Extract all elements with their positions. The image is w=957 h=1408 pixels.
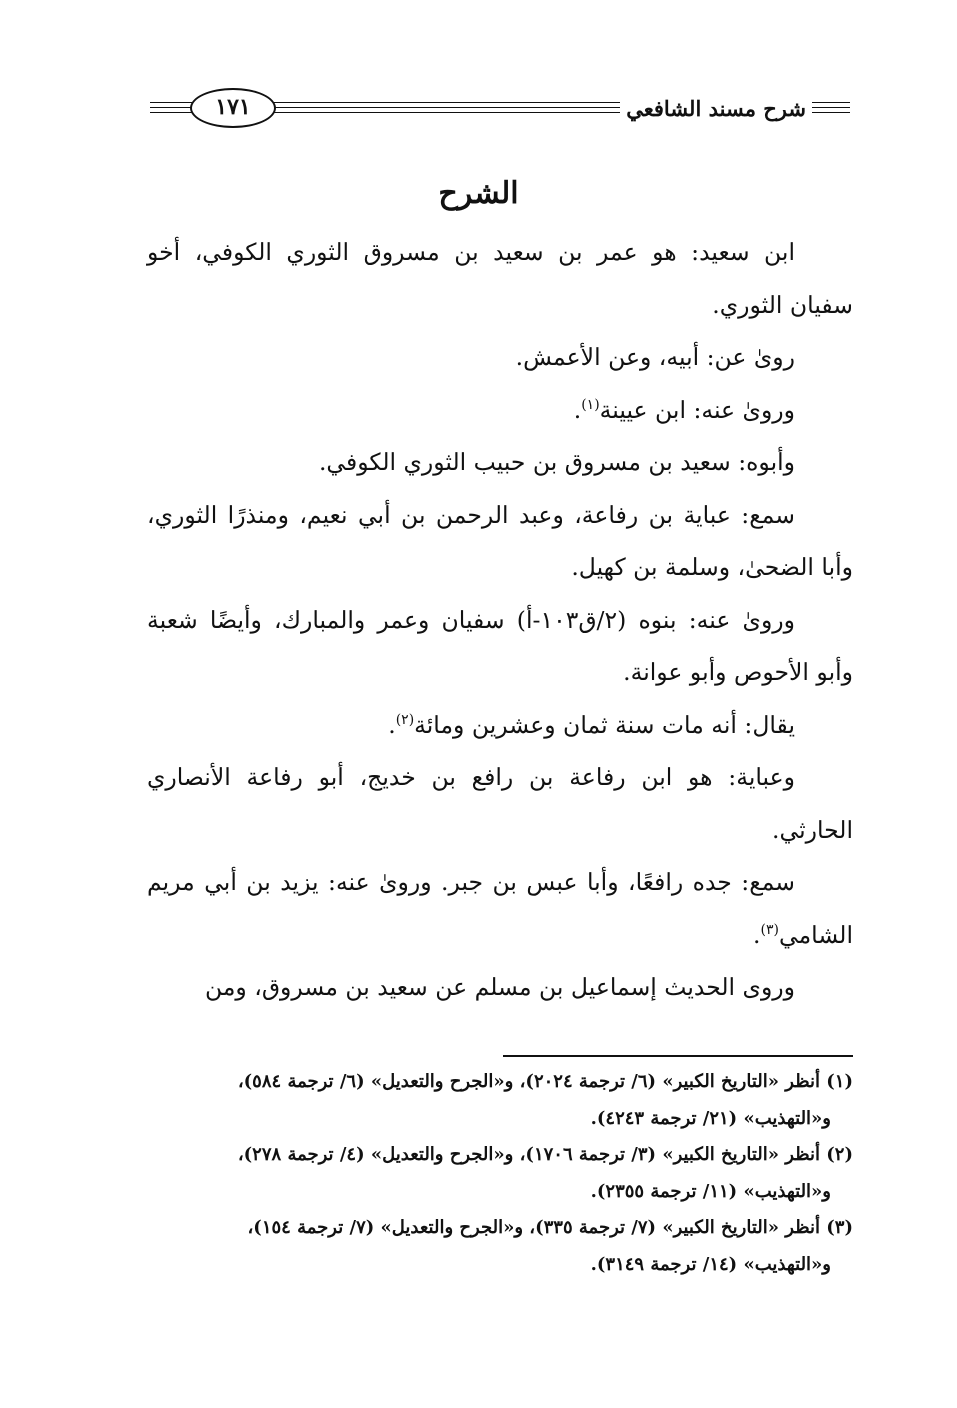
footnote-separator	[503, 1055, 853, 1057]
footnote-ref[interactable]: (١)	[581, 396, 600, 413]
period: .	[753, 920, 761, 949]
paragraph: وعباية: هو ابن رفاعة بن رافع بن خديج، أبو رفاعة الأنصاري الحارثي.	[147, 763, 853, 844]
paragraph	[147, 699, 853, 752]
period: .	[388, 710, 396, 739]
footnote-line: (١) أنظر «التاريخ الكبير» (٦/ ترجمة ٢٠٢٤)، و«الجرح والتعديل» (٦/ ترجمة ٥٨٤)،	[237, 1071, 853, 1092]
paragraph-text: يقال: أنه مات سنة ثمان وعشرين ومائة	[414, 710, 795, 739]
paragraph	[147, 384, 853, 437]
book-title: شرح مسند الشافعي	[620, 92, 812, 126]
footnote	[147, 1064, 853, 1137]
footnote-line: و«التهذيب» (١١/ ترجمة ٢٣٥٥).	[590, 1180, 831, 1202]
footnote	[147, 1137, 853, 1210]
footnote-ref[interactable]: (٢)	[395, 711, 415, 728]
paragraph-text: ورویٰ عنه: ابن عيينة	[599, 395, 795, 424]
paragraph: ابن سعيد: هو عمر بن سعيد بن مسروق الثوري الكوفي، أخو سفيان الثوري.	[147, 238, 853, 319]
paragraph: وروى الحديث إسماعيل بن مسلم عن سعيد بن مسروق، ومن	[204, 973, 795, 1001]
footnotes	[147, 1064, 853, 1283]
paragraph: وأبوه: سعيد بن مسروق بن حبيب الثوري الكوفي.	[318, 448, 795, 476]
footnote	[147, 1210, 853, 1283]
footnote-ref[interactable]: (٣)	[760, 921, 779, 938]
paragraph-text: سمع: جده رافعًا، وأبا عبس بن جبر. وروىٰ عنه: يزيد بن أبي مريم الشامي	[147, 868, 853, 949]
footnote-line: (٢) أنظر «التاريخ الكبير» (٣/ ترجمة ١٧٠٦)، و«الجرح والتعديل» (٤/ ترجمة ٢٧٨)،	[237, 1144, 853, 1165]
section-title: الشرح	[438, 176, 519, 211]
paragraph	[147, 856, 853, 961]
footnote-line: و«التهذيب» (١٤/ ترجمة ٣١٤٩).	[590, 1253, 831, 1275]
paragraph: سمع: عباية بن رفاعة، وعبد الرحمن بن أبي نعيم، ومنذرًا الثوري، وأبا الضحىٰ، وسلمة بن كهيل.	[147, 500, 853, 581]
footnote-line: و«التهذيب» (٢١/ ترجمة ٤٢٤٣).	[590, 1107, 831, 1129]
body-text	[147, 226, 853, 1014]
period: .	[573, 395, 582, 424]
page-number: ١٧١	[190, 88, 276, 128]
paragraph: وروىٰ عنه: بنوه (٢/ق١٠٣-أ) سفيان وعمر والمبارك، وأيضًا شعبة وأبو الأحوص وأبو عوانة.	[147, 605, 853, 686]
footnote-line: (٣) أنظر «التاريخ الكبير» (٧/ ترجمة ٣٣٥)، و«الجرح والتعديل» (٧/ ترجمة ١٥٤)،	[247, 1217, 853, 1238]
paragraph: روىٰ عن: أبيه، وعن الأعمش.	[515, 343, 795, 371]
running-header	[150, 88, 850, 134]
